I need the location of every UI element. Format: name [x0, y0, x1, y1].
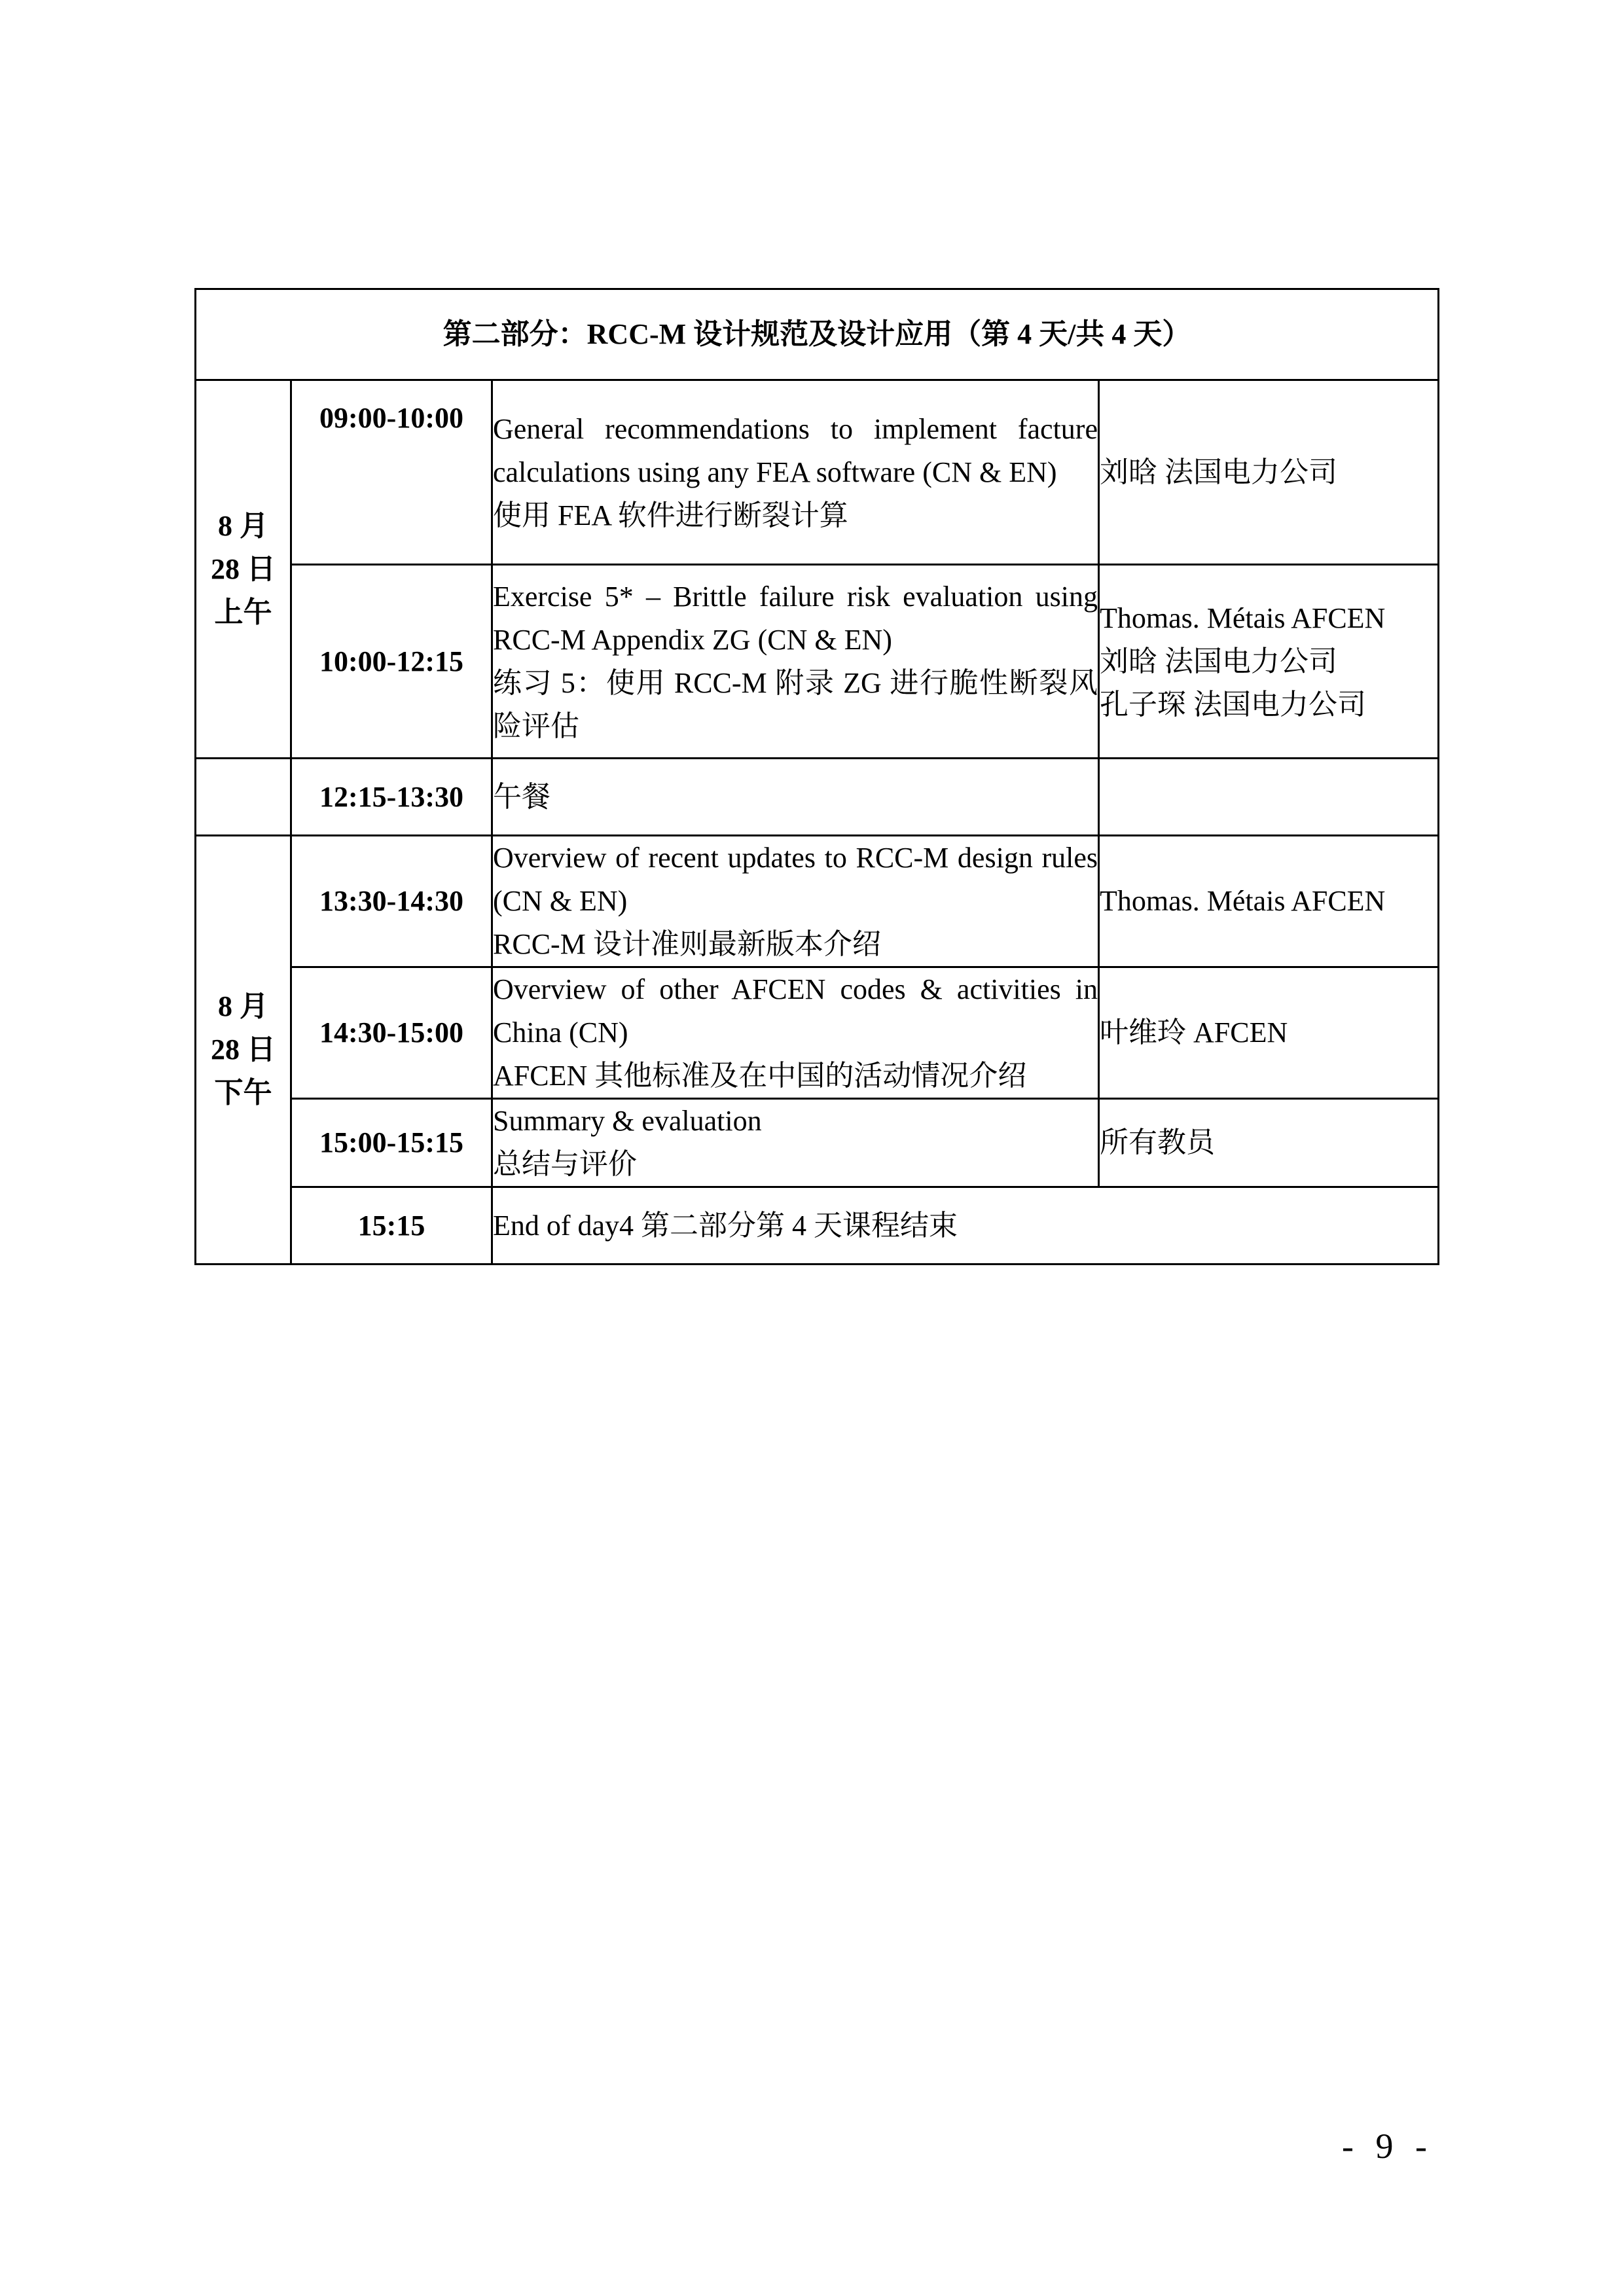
topic-cn: 练习 5：使用 RCC-M 附录 ZG 进行脆性断裂风险评估: [493, 666, 1098, 742]
session-topic: [492, 967, 1099, 1099]
topic-end: End of day4 第二部分第 4 天课程结束: [493, 1209, 958, 1242]
day-month: 8 月: [218, 509, 268, 542]
session-time: 14:30-15:00: [291, 967, 492, 1099]
topic-cn: RCC-M 设计准则最新版本介绍: [493, 928, 881, 960]
table-row: [196, 967, 1439, 1099]
speaker-name: 刘晗 法国电力公司: [1100, 645, 1337, 677]
session-speakers: [1099, 1099, 1439, 1187]
day-period: 上午: [214, 596, 272, 628]
empty-day-cell: [196, 759, 291, 836]
table-row: [196, 759, 1439, 836]
table-row: [196, 565, 1439, 759]
topic-en: General recommendations to implement facture calculations using any FEA software (CN & EN): [493, 412, 1098, 488]
speaker-name: 所有教员: [1100, 1126, 1215, 1158]
topic-en: Summary & evaluation: [493, 1105, 762, 1137]
day-date: 28 日: [211, 1033, 276, 1066]
session-topic: [492, 1099, 1099, 1187]
schedule-table: [194, 288, 1439, 1265]
session-time: 15:00-15:15: [291, 1099, 492, 1187]
session-speakers: [1099, 836, 1439, 967]
session-speakers: [1099, 380, 1439, 565]
table-row: [196, 1187, 1439, 1265]
topic-cn: 午餐: [493, 780, 550, 813]
speaker-name: Thomas. Métais AFCEN: [1100, 885, 1386, 917]
topic-cn: AFCEN 其他标准及在中国的活动情况介绍: [493, 1060, 1027, 1092]
speaker-name: 孔子琛 法国电力公司: [1100, 688, 1366, 721]
topic-en: Overview of other AFCEN codes & activities in China (CN): [493, 973, 1098, 1049]
session-topic: [492, 565, 1099, 759]
table-row: [196, 380, 1439, 565]
topic-cn: 总结与评价: [493, 1148, 637, 1180]
session-topic: [492, 759, 1099, 836]
section-title: 第二部分：RCC-M 设计规范及设计应用（第 4 天/共 4 天）: [196, 289, 1439, 380]
topic-cn: 使用 FEA 软件进行断裂计算: [493, 499, 848, 531]
day-date: 28 日: [211, 552, 276, 585]
session-speakers: [1099, 565, 1439, 759]
page-number: - 9 -: [1342, 2126, 1434, 2166]
speaker-name: 刘晗 法国电力公司: [1100, 456, 1337, 488]
session-time: 13:30-14:30: [291, 836, 492, 967]
speaker-name: 叶维玲 AFCEN: [1100, 1016, 1288, 1049]
session-speakers: [1099, 759, 1439, 836]
session-speakers: [1099, 967, 1439, 1099]
day-period: 下午: [214, 1077, 272, 1109]
speaker-name: Thomas. Métais AFCEN: [1100, 601, 1386, 634]
morning-day-label: [196, 380, 291, 759]
session-topic: [492, 836, 1099, 967]
afternoon-day-label: [196, 836, 291, 1265]
day-month: 8 月: [218, 990, 268, 1022]
topic-en: Overview of recent updates to RCC-M design rules (CN & EN): [493, 842, 1098, 917]
session-time: 10:00-12:15: [291, 565, 492, 759]
session-topic: [492, 1187, 1439, 1265]
table-row: [196, 1099, 1439, 1187]
session-time: 15:15: [291, 1187, 492, 1265]
table-row: [196, 836, 1439, 967]
topic-en: Exercise 5* – Brittle failure risk evaluation using RCC-M Appendix ZG (CN & EN): [493, 580, 1098, 656]
session-time: 09:00-10:00: [291, 380, 492, 565]
session-topic: [492, 380, 1099, 565]
session-time: 12:15-13:30: [291, 759, 492, 836]
